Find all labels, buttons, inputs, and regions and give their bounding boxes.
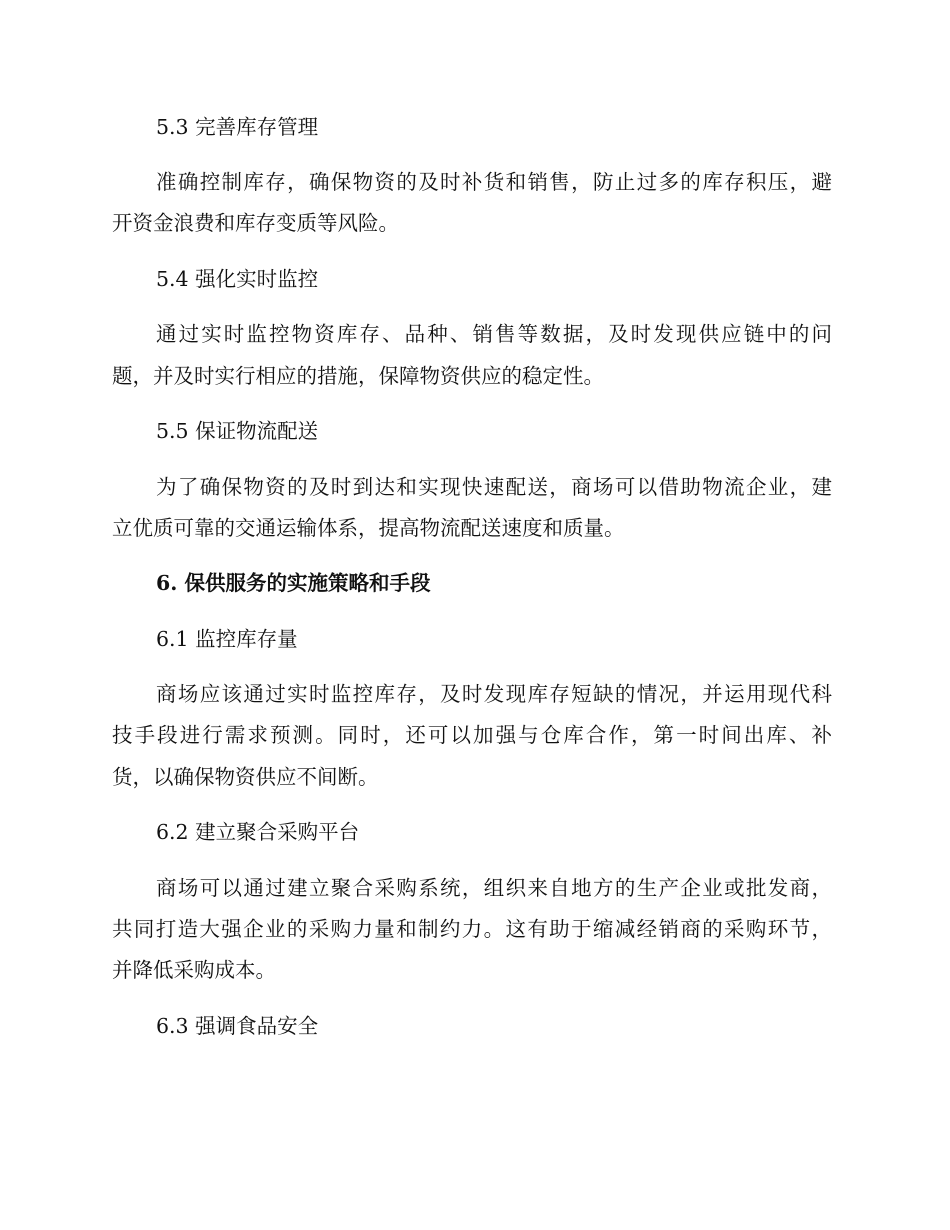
paragraph-line: 题，并及时实行相应的措施，保障物资供应的稳定性。 bbox=[112, 364, 604, 388]
paragraph-line: 商场应该通过实时监控库存，及时发现库存短缺的情况，并运用现代科 bbox=[156, 682, 832, 706]
section-heading-5-5: 5.5 保证物流配送 bbox=[156, 419, 319, 443]
paragraph-line: 为了确保物资的及时到达和实现快速配送，商场可以借助物流企业，建 bbox=[156, 475, 832, 499]
paragraph-line: 技手段进行需求预测。同时，还可以加强与仓库合作，第一时间出库、补 bbox=[112, 723, 832, 747]
section-heading-6-1: 6.1 监控库存量 bbox=[156, 627, 298, 651]
paragraph-line: 货，以确保物资供应不间断。 bbox=[112, 765, 379, 789]
section-heading-6: 6. 保供服务的实施策略和手段 bbox=[156, 571, 431, 595]
paragraph-line: 立优质可靠的交通运输体系，提高物流配送速度和质量。 bbox=[112, 516, 625, 540]
paragraph-line: 开资金浪费和库存变质等风险。 bbox=[112, 211, 399, 235]
section-heading-6-3: 6.3 强调食品安全 bbox=[156, 1014, 319, 1038]
paragraph-line: 共同打造大强企业的采购力量和制约力。这有助于缩减经销商的采购环节， bbox=[112, 917, 832, 941]
paragraph-line: 准确控制库存，确保物资的及时补货和销售，防止过多的库存积压，避 bbox=[156, 170, 832, 194]
section-heading-5-4: 5.4 强化实时监控 bbox=[156, 267, 319, 291]
paragraph-line: 并降低采购成本。 bbox=[112, 958, 276, 982]
paragraph-line: 通过实时监控物资库存、品种、销售等数据，及时发现供应链中的问 bbox=[156, 322, 832, 346]
paragraph-line: 商场可以通过建立聚合采购系统，组织来自地方的生产企业或批发商， bbox=[156, 876, 832, 900]
section-heading-5-3: 5.3 完善库存管理 bbox=[156, 115, 319, 139]
section-heading-6-2: 6.2 建立聚合采购平台 bbox=[156, 820, 360, 844]
